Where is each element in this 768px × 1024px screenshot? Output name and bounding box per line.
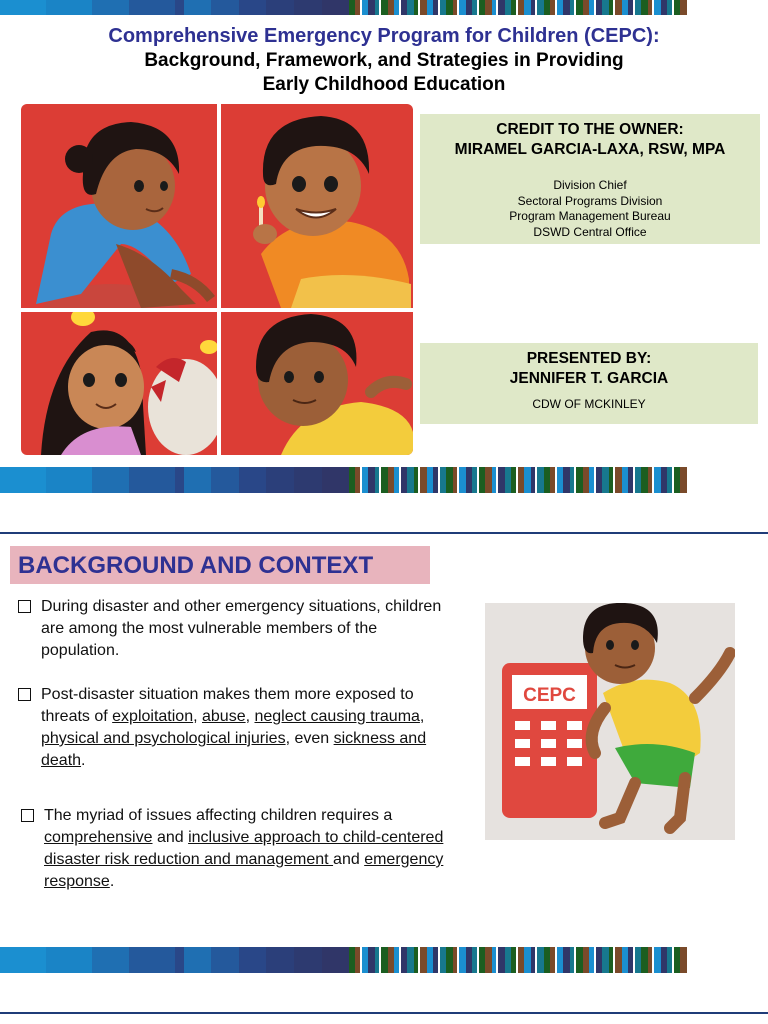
slide-divider-bottom	[0, 1012, 768, 1014]
checkbox-bullet-icon	[21, 809, 34, 822]
section-title-box	[10, 546, 430, 584]
collage-panel-boy-orange-shirt	[221, 104, 413, 308]
collage-panel-girl-with-chicken	[21, 312, 217, 455]
bullet-item-vulnerability	[18, 596, 453, 662]
bullet-item-post-disaster	[18, 684, 453, 772]
slide1-title	[0, 24, 768, 97]
slide1-title-line1: Comprehensive Emergency Program for Children (CEPC):	[108, 25, 660, 47]
credit-division: Sectoral Programs Division	[517, 193, 663, 208]
bullet1-text: During disaster and other emergency situations, children are among the most vulnerable members of the population.	[41, 598, 442, 659]
checkbox-bullet-icon	[18, 600, 31, 613]
children-illustration-collage	[21, 104, 413, 455]
collage-panel-boy-yellow-shirt	[221, 312, 413, 455]
cepc-sign-label: CEPC	[523, 685, 576, 706]
credit-heading: CREDIT TO THE OWNER:	[496, 121, 684, 138]
bullet-item-myriad-issues	[21, 805, 451, 893]
presenter-name: JENNIFER T. GARCIA	[509, 370, 669, 387]
bullet3-text: The myriad of issues affecting children requires a comprehensive and inclusive approach to child-centered disaster risk reduction and management and emergency response.	[44, 807, 444, 890]
presenter-heading: PRESENTED BY:	[526, 350, 652, 367]
collage-panel-girl-blue-shirt	[21, 104, 217, 308]
slide2-bottom-stripe	[0, 947, 768, 973]
top-decorative-stripe	[0, 0, 768, 15]
slide1-title-line3: Early Childhood Education	[262, 74, 506, 95]
credit-office: DSWD Central Office	[533, 224, 647, 239]
slide1-bottom-stripe	[0, 467, 768, 493]
credit-position: Division Chief	[553, 178, 627, 192]
presenter-info-box	[420, 343, 758, 424]
presenter-affiliation: CDW OF MCKINLEY	[532, 397, 646, 411]
credit-bureau: Program Management Bureau	[509, 209, 671, 223]
cepc-illustration	[485, 603, 735, 840]
slide1-title-line2: Background, Framework, and Strategies in Providing	[144, 50, 624, 71]
bullet2-text: Post-disaster situation makes them more exposed to threats of exploitation, abuse, neglect causing trauma, physical and psychological injuries, even sickness and death.	[41, 686, 427, 769]
section-title: BACKGROUND AND CONTEXT	[18, 552, 374, 579]
credit-info-box	[420, 114, 760, 244]
credit-owner-name: MIRAMEL GARCIA-LAXA, RSW, MPA	[454, 141, 726, 158]
slide-divider-top	[0, 532, 768, 534]
checkbox-bullet-icon	[18, 688, 31, 701]
